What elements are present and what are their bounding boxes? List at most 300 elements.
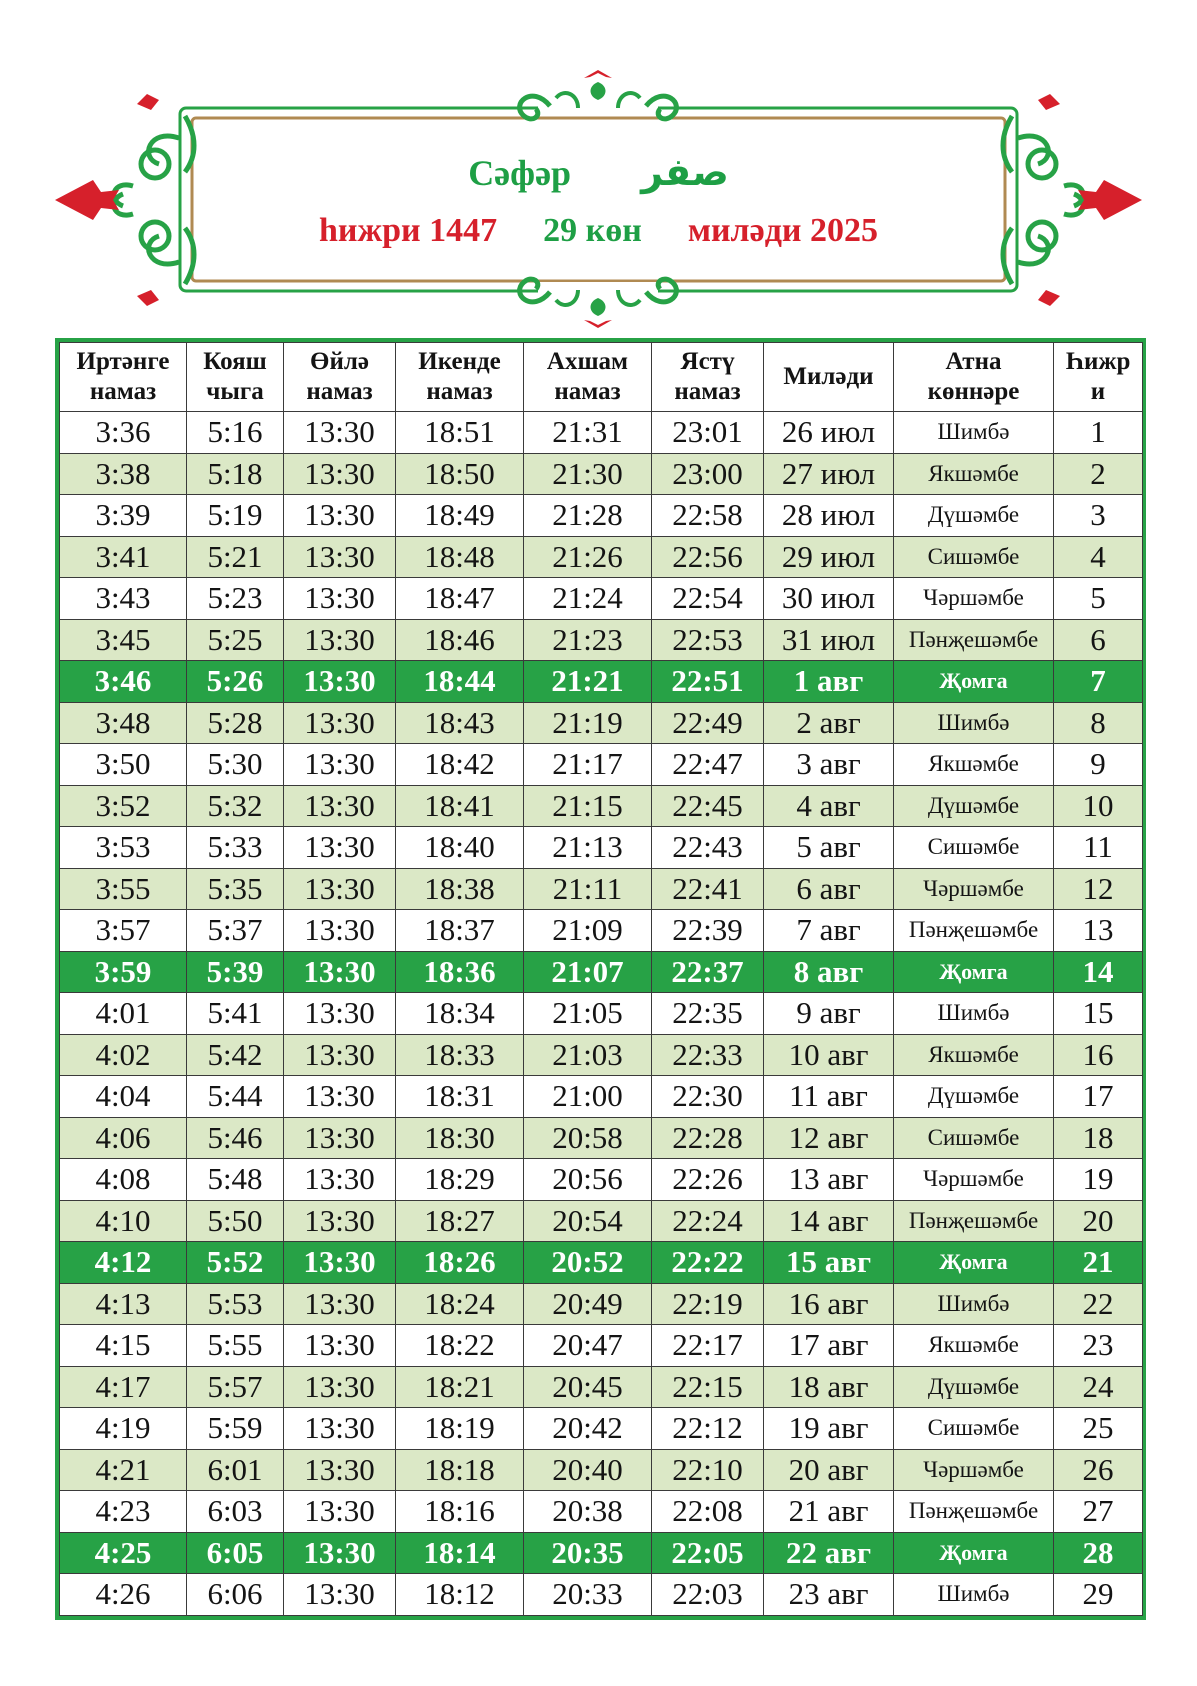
cell-fajr: 4:02: [60, 1034, 187, 1076]
cell-weekday: Чәршәмбе: [894, 578, 1054, 620]
cell-asr: 18:43: [396, 702, 524, 744]
cell-sunrise: 5:53: [187, 1283, 284, 1325]
cell-maghrib: 21:23: [524, 619, 652, 661]
cell-weekday: Дүшәмбе: [894, 1366, 1054, 1408]
cell-maghrib: 20:54: [524, 1200, 652, 1242]
cell-isha: 22:35: [652, 993, 764, 1035]
prayer-times-table: [59, 342, 1143, 1616]
cell-sunrise: 5:18: [187, 453, 284, 495]
cell-fajr: 4:21: [60, 1449, 187, 1491]
cell-gregorian-date: 3 авг: [764, 744, 894, 786]
cell-asr: 18:40: [396, 827, 524, 869]
cell-hijri-day: 1: [1054, 412, 1143, 454]
days-count: 29 көн: [543, 212, 642, 249]
cell-isha: 22:47: [652, 744, 764, 786]
cell-gregorian-date: 28 июл: [764, 495, 894, 537]
cell-isha: 22:24: [652, 1200, 764, 1242]
cell-asr: 18:31: [396, 1076, 524, 1118]
prayer-times-table-frame: [55, 338, 1146, 1620]
cell-hijri-day: 14: [1054, 951, 1143, 993]
table-row: [60, 536, 1143, 578]
cell-asr: 18:48: [396, 536, 524, 578]
cell-weekday: Җомга: [894, 661, 1054, 703]
cell-hijri-day: 13: [1054, 910, 1143, 952]
cell-fajr: 3:39: [60, 495, 187, 537]
cell-isha: 22:17: [652, 1325, 764, 1367]
cell-maghrib: 20:47: [524, 1325, 652, 1367]
column-header-fajr: Иртәнге намаз: [60, 343, 187, 412]
cell-gregorian-date: 15 авг: [764, 1242, 894, 1284]
right-side-ornament: [1003, 94, 1142, 306]
cell-maghrib: 21:00: [524, 1076, 652, 1118]
cell-isha: 22:56: [652, 536, 764, 578]
cell-hijri-day: 6: [1054, 619, 1143, 661]
cell-hijri-day: 12: [1054, 868, 1143, 910]
cell-fajr: 4:08: [60, 1159, 187, 1201]
cell-isha: 22:19: [652, 1283, 764, 1325]
cell-asr: 18:33: [396, 1034, 524, 1076]
cell-weekday: Шимбә: [894, 702, 1054, 744]
cell-isha: 22:33: [652, 1034, 764, 1076]
column-header-asr: Икенде намаз: [396, 343, 524, 412]
cell-maghrib: 21:07: [524, 951, 652, 993]
cell-sunrise: 5:32: [187, 785, 284, 827]
cell-fajr: 3:41: [60, 536, 187, 578]
cell-dhuhr: 13:30: [284, 578, 396, 620]
cell-asr: 18:24: [396, 1283, 524, 1325]
cell-fajr: 4:17: [60, 1366, 187, 1408]
cell-hijri-day: 24: [1054, 1366, 1143, 1408]
cell-asr: 18:30: [396, 1117, 524, 1159]
cell-weekday: Җомга: [894, 1242, 1054, 1284]
cell-weekday: Чәршәмбе: [894, 868, 1054, 910]
cell-hijri-day: 10: [1054, 785, 1143, 827]
cell-isha: 22:58: [652, 495, 764, 537]
top-center-ornament: [520, 70, 677, 119]
month-name-arabic: صفر: [641, 150, 729, 194]
cell-dhuhr: 13:30: [284, 785, 396, 827]
cell-asr: 18:36: [396, 951, 524, 993]
table-row: [60, 993, 1143, 1035]
cell-weekday: Җомга: [894, 1532, 1054, 1574]
cell-maghrib: 20:38: [524, 1491, 652, 1533]
cell-isha: 22:37: [652, 951, 764, 993]
cell-asr: 18:29: [396, 1159, 524, 1201]
cell-maghrib: 21:11: [524, 868, 652, 910]
cell-gregorian-date: 6 авг: [764, 868, 894, 910]
cell-dhuhr: 13:30: [284, 1283, 396, 1325]
cell-hijri-day: 26: [1054, 1449, 1143, 1491]
cell-dhuhr: 13:30: [284, 744, 396, 786]
cell-hijri-day: 25: [1054, 1408, 1143, 1450]
cell-asr: 18:38: [396, 868, 524, 910]
cell-weekday: Шимбә: [894, 993, 1054, 1035]
cell-dhuhr: 13:30: [284, 1491, 396, 1533]
cell-asr: 18:21: [396, 1366, 524, 1408]
cell-asr: 18:26: [396, 1242, 524, 1284]
cell-dhuhr: 13:30: [284, 1034, 396, 1076]
cell-gregorian-date: 26 июл: [764, 412, 894, 454]
cell-fajr: 4:10: [60, 1200, 187, 1242]
bottom-center-ornament: [520, 279, 677, 328]
cell-sunrise: 5:23: [187, 578, 284, 620]
cell-weekday: Шимбә: [894, 1574, 1054, 1616]
cell-gregorian-date: 19 авг: [764, 1408, 894, 1450]
cell-isha: 22:22: [652, 1242, 764, 1284]
cell-sunrise: 5:52: [187, 1242, 284, 1284]
cell-asr: 18:22: [396, 1325, 524, 1367]
cell-dhuhr: 13:30: [284, 868, 396, 910]
cell-maghrib: 21:09: [524, 910, 652, 952]
cell-maghrib: 21:28: [524, 495, 652, 537]
cell-maghrib: 20:33: [524, 1574, 652, 1616]
cell-gregorian-date: 29 июл: [764, 536, 894, 578]
cell-hijri-day: 7: [1054, 661, 1143, 703]
table-row: [60, 868, 1143, 910]
cell-isha: 22:26: [652, 1159, 764, 1201]
table-row: [60, 1532, 1143, 1574]
cell-fajr: 3:48: [60, 702, 187, 744]
cell-weekday: Дүшәмбе: [894, 495, 1054, 537]
cell-sunrise: 5:39: [187, 951, 284, 993]
table-row: [60, 827, 1143, 869]
month-title: [0, 150, 1197, 194]
cell-asr: 18:51: [396, 412, 524, 454]
cell-hijri-day: 8: [1054, 702, 1143, 744]
cell-weekday: Чәршәмбе: [894, 1449, 1054, 1491]
cell-dhuhr: 13:30: [284, 1449, 396, 1491]
cell-isha: 23:00: [652, 453, 764, 495]
cell-fajr: 4:04: [60, 1076, 187, 1118]
cell-maghrib: 20:49: [524, 1283, 652, 1325]
cell-isha: 22:10: [652, 1449, 764, 1491]
cell-fajr: 3:50: [60, 744, 187, 786]
cell-weekday: Пәнҗешәмбе: [894, 619, 1054, 661]
cell-gregorian-date: 8 авг: [764, 951, 894, 993]
hijri-year: һижри 1447: [318, 212, 498, 249]
cell-hijri-day: 4: [1054, 536, 1143, 578]
cell-maghrib: 21:17: [524, 744, 652, 786]
table-row: [60, 702, 1143, 744]
cell-dhuhr: 13:30: [284, 1325, 396, 1367]
cell-fajr: 4:25: [60, 1532, 187, 1574]
cell-sunrise: 5:35: [187, 868, 284, 910]
cell-sunrise: 5:16: [187, 412, 284, 454]
cell-fajr: 4:19: [60, 1408, 187, 1450]
table-row: [60, 785, 1143, 827]
cell-hijri-day: 22: [1054, 1283, 1143, 1325]
cell-maghrib: 21:13: [524, 827, 652, 869]
cell-hijri-day: 9: [1054, 744, 1143, 786]
cell-isha: 22:30: [652, 1076, 764, 1118]
cell-isha: 22:12: [652, 1408, 764, 1450]
cell-gregorian-date: 22 авг: [764, 1532, 894, 1574]
cell-fajr: 4:13: [60, 1283, 187, 1325]
table-row: [60, 1200, 1143, 1242]
cell-gregorian-date: 16 авг: [764, 1283, 894, 1325]
table-row: [60, 578, 1143, 620]
cell-weekday: Якшәмбе: [894, 453, 1054, 495]
cell-asr: 18:16: [396, 1491, 524, 1533]
cell-dhuhr: 13:30: [284, 1408, 396, 1450]
cell-maghrib: 20:42: [524, 1408, 652, 1450]
column-header-maghrib: Ахшам намаз: [524, 343, 652, 412]
cell-asr: 18:19: [396, 1408, 524, 1450]
table-body: [60, 412, 1143, 1616]
cell-gregorian-date: 18 авг: [764, 1366, 894, 1408]
cell-fajr: 4:06: [60, 1117, 187, 1159]
cell-dhuhr: 13:30: [284, 536, 396, 578]
table-row: [60, 619, 1143, 661]
cell-fajr: 3:57: [60, 910, 187, 952]
cell-dhuhr: 13:30: [284, 661, 396, 703]
cell-dhuhr: 13:30: [284, 827, 396, 869]
table-row: [60, 661, 1143, 703]
cell-fajr: 4:26: [60, 1574, 187, 1616]
cell-weekday: Сишәмбе: [894, 827, 1054, 869]
cell-dhuhr: 13:30: [284, 619, 396, 661]
cell-hijri-day: 21: [1054, 1242, 1143, 1284]
cell-sunrise: 6:06: [187, 1574, 284, 1616]
cell-sunrise: 5:42: [187, 1034, 284, 1076]
cell-weekday: Дүшәмбе: [894, 1076, 1054, 1118]
table-row: [60, 453, 1143, 495]
cell-hijri-day: 16: [1054, 1034, 1143, 1076]
cell-weekday: Җомга: [894, 951, 1054, 993]
cell-sunrise: 5:21: [187, 536, 284, 578]
cell-asr: 18:41: [396, 785, 524, 827]
cell-maghrib: 21:31: [524, 412, 652, 454]
cell-dhuhr: 13:30: [284, 1242, 396, 1284]
cell-dhuhr: 13:30: [284, 993, 396, 1035]
cell-sunrise: 5:59: [187, 1408, 284, 1450]
cell-hijri-day: 29: [1054, 1574, 1143, 1616]
table-row: [60, 1574, 1143, 1616]
cell-hijri-day: 28: [1054, 1532, 1143, 1574]
cell-weekday: Дүшәмбе: [894, 785, 1054, 827]
table-row: [60, 951, 1143, 993]
cell-isha: 22:41: [652, 868, 764, 910]
cell-sunrise: 5:28: [187, 702, 284, 744]
cell-weekday: Сишәмбе: [894, 1408, 1054, 1450]
cell-gregorian-date: 21 авг: [764, 1491, 894, 1533]
cell-maghrib: 21:26: [524, 536, 652, 578]
cell-weekday: Пәнҗешәмбе: [894, 1491, 1054, 1533]
cell-sunrise: 5:57: [187, 1366, 284, 1408]
frame-lines: [180, 108, 1017, 291]
cell-sunrise: 6:05: [187, 1532, 284, 1574]
cell-hijri-day: 18: [1054, 1117, 1143, 1159]
cell-maghrib: 21:24: [524, 578, 652, 620]
cell-dhuhr: 13:30: [284, 1366, 396, 1408]
cell-sunrise: 5:41: [187, 993, 284, 1035]
cell-sunrise: 5:55: [187, 1325, 284, 1367]
cell-gregorian-date: 13 авг: [764, 1159, 894, 1201]
cell-dhuhr: 13:30: [284, 1117, 396, 1159]
cell-fajr: 4:01: [60, 993, 187, 1035]
column-header-dhuhr: Өйлә намаз: [284, 343, 396, 412]
table-row: [60, 1283, 1143, 1325]
cell-dhuhr: 13:30: [284, 495, 396, 537]
cell-isha: 22:51: [652, 661, 764, 703]
cell-maghrib: 21:05: [524, 993, 652, 1035]
cell-gregorian-date: 17 авг: [764, 1325, 894, 1367]
cell-dhuhr: 13:30: [284, 951, 396, 993]
cell-maghrib: 20:40: [524, 1449, 652, 1491]
column-header-isha: Ястү намаз: [652, 343, 764, 412]
cell-gregorian-date: 2 авг: [764, 702, 894, 744]
cell-maghrib: 21:19: [524, 702, 652, 744]
cell-gregorian-date: 31 июл: [764, 619, 894, 661]
cell-sunrise: 5:30: [187, 744, 284, 786]
cell-hijri-day: 17: [1054, 1076, 1143, 1118]
column-header-gregorian-date: Миләди: [764, 343, 894, 412]
cell-dhuhr: 13:30: [284, 1076, 396, 1118]
gregorian-year: миләди 2025: [687, 212, 879, 249]
cell-asr: 18:12: [396, 1574, 524, 1616]
cell-isha: 22:45: [652, 785, 764, 827]
cell-weekday: Пәнҗешәмбе: [894, 1200, 1054, 1242]
cell-asr: 18:46: [396, 619, 524, 661]
cell-asr: 18:44: [396, 661, 524, 703]
cell-asr: 18:27: [396, 1200, 524, 1242]
cell-hijri-day: 19: [1054, 1159, 1143, 1201]
cell-fajr: 4:12: [60, 1242, 187, 1284]
cell-asr: 18:18: [396, 1449, 524, 1491]
cell-isha: 22:49: [652, 702, 764, 744]
cell-hijri-day: 11: [1054, 827, 1143, 869]
cell-isha: 22:54: [652, 578, 764, 620]
cell-dhuhr: 13:30: [284, 910, 396, 952]
cell-hijri-day: 23: [1054, 1325, 1143, 1367]
cell-asr: 18:50: [396, 453, 524, 495]
cell-sunrise: 6:01: [187, 1449, 284, 1491]
cell-fajr: 3:38: [60, 453, 187, 495]
cell-asr: 18:47: [396, 578, 524, 620]
cell-weekday: Якшәмбе: [894, 1325, 1054, 1367]
cell-maghrib: 20:58: [524, 1117, 652, 1159]
cell-isha: 22:05: [652, 1532, 764, 1574]
table-row: [60, 1325, 1143, 1367]
cell-sunrise: 5:50: [187, 1200, 284, 1242]
cell-hijri-day: 15: [1054, 993, 1143, 1035]
cell-dhuhr: 13:30: [284, 1574, 396, 1616]
cell-hijri-day: 27: [1054, 1491, 1143, 1533]
cell-weekday: Пәнҗешәмбе: [894, 910, 1054, 952]
cell-fajr: 3:36: [60, 412, 187, 454]
cell-sunrise: 5:25: [187, 619, 284, 661]
table-row: [60, 1034, 1143, 1076]
cell-fajr: 3:45: [60, 619, 187, 661]
cell-gregorian-date: 1 авг: [764, 661, 894, 703]
cell-dhuhr: 13:30: [284, 1159, 396, 1201]
cell-sunrise: 5:44: [187, 1076, 284, 1118]
cell-dhuhr: 13:30: [284, 1532, 396, 1574]
table-row: [60, 1117, 1143, 1159]
cell-asr: 18:37: [396, 910, 524, 952]
cell-isha: 23:01: [652, 412, 764, 454]
table-row: [60, 1491, 1143, 1533]
cell-asr: 18:34: [396, 993, 524, 1035]
cell-isha: 22:53: [652, 619, 764, 661]
cell-maghrib: 21:30: [524, 453, 652, 495]
cell-fajr: 3:53: [60, 827, 187, 869]
cell-fajr: 4:15: [60, 1325, 187, 1367]
cell-gregorian-date: 14 авг: [764, 1200, 894, 1242]
table-row: [60, 1076, 1143, 1118]
cell-isha: 22:15: [652, 1366, 764, 1408]
table-row: [60, 412, 1143, 454]
cell-gregorian-date: 11 авг: [764, 1076, 894, 1118]
cell-gregorian-date: 4 авг: [764, 785, 894, 827]
cell-gregorian-date: 20 авг: [764, 1449, 894, 1491]
table-row: [60, 744, 1143, 786]
cell-dhuhr: 13:30: [284, 1200, 396, 1242]
column-header-weekday: Атна көннәре: [894, 343, 1054, 412]
cell-weekday: Шимбә: [894, 412, 1054, 454]
column-header-sunrise: Кояш чыга: [187, 343, 284, 412]
cell-sunrise: 5:37: [187, 910, 284, 952]
cell-hijri-day: 2: [1054, 453, 1143, 495]
cell-sunrise: 5:19: [187, 495, 284, 537]
cell-sunrise: 5:48: [187, 1159, 284, 1201]
cell-hijri-day: 20: [1054, 1200, 1143, 1242]
cell-dhuhr: 13:30: [284, 453, 396, 495]
cell-maghrib: 21:15: [524, 785, 652, 827]
cell-sunrise: 5:33: [187, 827, 284, 869]
cell-isha: 22:03: [652, 1574, 764, 1616]
cell-dhuhr: 13:30: [284, 702, 396, 744]
cell-gregorian-date: 23 авг: [764, 1574, 894, 1616]
cell-gregorian-date: 10 авг: [764, 1034, 894, 1076]
cell-maghrib: 21:03: [524, 1034, 652, 1076]
cell-fajr: 3:55: [60, 868, 187, 910]
cell-weekday: Сишәмбе: [894, 536, 1054, 578]
table-row: [60, 1408, 1143, 1450]
left-side-ornament: [55, 94, 194, 306]
cell-weekday: Шимбә: [894, 1283, 1054, 1325]
cell-fajr: 3:52: [60, 785, 187, 827]
cell-isha: 22:43: [652, 827, 764, 869]
cell-weekday: Сишәмбе: [894, 1117, 1054, 1159]
cell-asr: 18:49: [396, 495, 524, 537]
cell-isha: 22:08: [652, 1491, 764, 1533]
table-row: [60, 910, 1143, 952]
cell-fajr: 3:46: [60, 661, 187, 703]
cell-gregorian-date: 12 авг: [764, 1117, 894, 1159]
cell-asr: 18:14: [396, 1532, 524, 1574]
cell-gregorian-date: 30 июл: [764, 578, 894, 620]
table-row: [60, 1242, 1143, 1284]
table-row: [60, 1159, 1143, 1201]
year-line: [0, 212, 1197, 250]
cell-hijri-day: 3: [1054, 495, 1143, 537]
cell-fajr: 4:23: [60, 1491, 187, 1533]
cell-maghrib: 20:35: [524, 1532, 652, 1574]
cell-maghrib: 21:21: [524, 661, 652, 703]
table-row: [60, 1366, 1143, 1408]
cell-fajr: 3:43: [60, 578, 187, 620]
cell-isha: 22:28: [652, 1117, 764, 1159]
cell-hijri-day: 5: [1054, 578, 1143, 620]
cell-weekday: Якшәмбе: [894, 744, 1054, 786]
cell-gregorian-date: 5 авг: [764, 827, 894, 869]
table-header-row: [60, 343, 1143, 412]
month-name-tatar: Сәфәр: [468, 153, 572, 193]
column-header-hijri-day: Һижр и: [1054, 343, 1143, 412]
cell-weekday: Якшәмбе: [894, 1034, 1054, 1076]
cell-isha: 22:39: [652, 910, 764, 952]
